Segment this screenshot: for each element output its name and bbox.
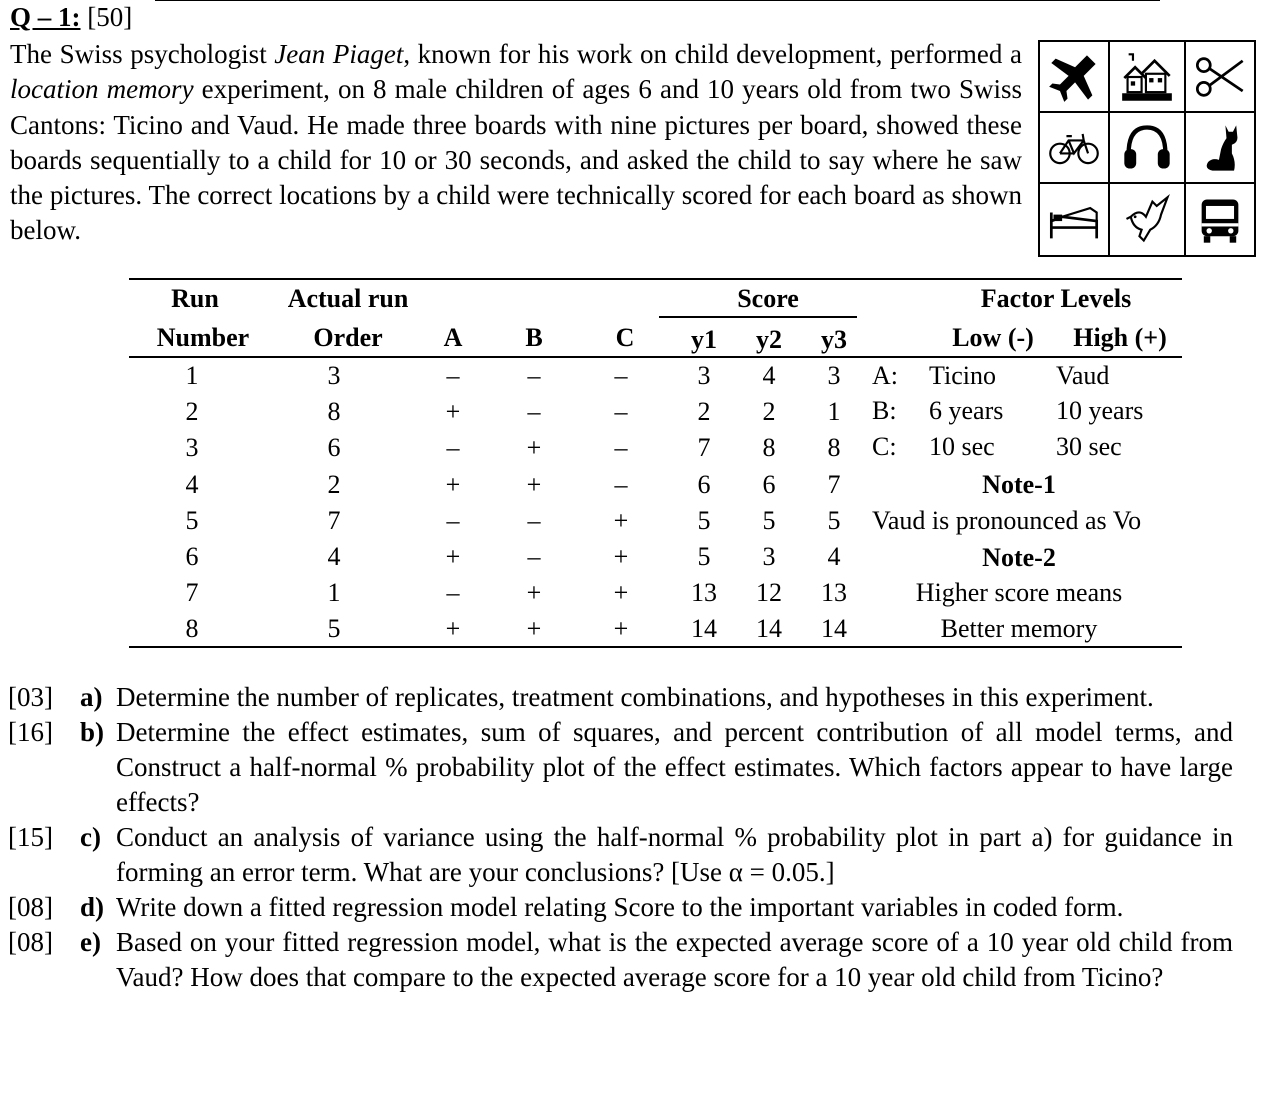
intro-text-2: , known for his work on child development, performed a [403,39,1022,69]
cell-order: 5 [327,614,341,644]
cell-c: – [614,397,628,427]
header-c: C [615,323,635,352]
cell-y1: 3 [697,361,711,390]
cell-y1: 5 [697,505,711,535]
part-e [8,925,1233,995]
question-label: Q – 1: [10,2,81,32]
intro-text-1: The Swiss psychologist [10,39,275,69]
part-points: [08] [8,927,53,957]
cell-run: 5 [185,505,199,535]
intro-paragraph [10,37,1022,249]
header-run: Run [171,284,219,313]
headphones-icon [1110,113,1186,184]
cell-y1: 6 [697,469,711,499]
header-number: Number [156,323,250,352]
top-rule [155,0,1160,1]
cell-y2: 3 [762,542,776,571]
part-b [8,715,1233,820]
cell-c: + [613,542,629,571]
cell-y1: 5 [697,542,711,571]
cat-icon [1186,113,1254,184]
score-header-rule [659,316,857,318]
cell-c: – [614,433,628,463]
part-d [8,890,1233,925]
cell-y1: 7 [697,433,711,463]
factor-low: 10 sec [929,432,995,461]
note2-line2: Better memory [940,614,1098,643]
header-factor-levels: Factor Levels [980,284,1132,313]
header-low: Low (-) [952,323,1034,352]
cell-order: 7 [327,505,341,535]
cell-order: 4 [327,542,341,571]
cell-y3: 4 [827,542,841,571]
cell-y3: 8 [827,433,841,463]
cell-b: + [526,433,542,463]
intro-term: location memory [10,74,194,105]
cell-a: + [445,469,461,499]
cell-y2: 6 [762,469,776,499]
cell-c: + [613,614,629,644]
header-order: Order [313,323,383,352]
cell-y2: 2 [762,397,776,427]
cell-order: 2 [327,469,341,499]
cell-b: – [527,505,541,535]
factor-high: 10 years [1056,396,1144,425]
cell-run: 8 [185,614,199,644]
header-score: Score [737,284,799,313]
table-bottom-rule [129,646,1182,648]
cell-run: 3 [185,433,199,463]
dove-icon [1110,184,1186,255]
header-high: High (+) [1073,323,1167,352]
cell-y3: 13 [821,578,847,608]
part-text: Write down a fitted regression model relating Score to the important variables in coded form. [116,892,1124,922]
cell-a: + [445,397,461,427]
factor-low: Ticino [929,361,996,390]
cell-c: – [614,361,628,390]
cell-a: + [445,542,461,571]
question-points: [50] [87,2,133,32]
part-c [8,820,1233,890]
header-y1: y1 [691,325,717,354]
cell-y3: 14 [821,614,847,644]
cell-order: 1 [327,578,341,608]
part-text: Determine the number of replicates, treatment combinations, and hypotheses in this experiment. [116,682,1154,712]
cell-y2: 4 [762,361,776,390]
part-letter: a) [80,682,103,712]
part-text: Based on your fitted regression model, what is the expected average score of a 10 year old child from Vaud? How does that compare to the expected average score for a 10 year old child from Ticino? [116,927,1233,992]
picture-board [1038,40,1256,257]
factor-high: Vaud [1056,361,1110,390]
cell-b: – [527,361,541,390]
cell-order: 8 [327,397,341,427]
airplane-icon [1040,42,1110,113]
factor-name: A: [872,361,898,390]
note1-text: Vaud is pronounced as Vo [872,506,1142,535]
note2-line1: Higher score means [915,578,1123,607]
factor-name: B: [872,396,897,425]
factor-low: 6 years [929,396,1004,425]
table-top-rule [129,278,1182,280]
header-actual-run: Actual run [287,284,409,313]
cell-run: 1 [185,361,199,390]
bicycle-icon [1040,113,1110,184]
factor-high: 30 sec [1056,432,1122,461]
cell-order: 6 [327,433,341,463]
cell-b: + [526,578,542,608]
cell-y2: 14 [756,614,782,644]
intro-text-3: experiment, on 8 male children of ages 6 and 10 years old from two Swiss Cantons: Ticino and Vaud. He made three boards with nine pictures per board, showed these boards sequentially to a child for 10 or 30 seconds, and asked the child to say where he saw the pictures. The correct locations by a child were technically scored for each board as shown below. [10,74,1023,246]
part-points: [15] [8,822,53,852]
cell-c: – [614,469,628,499]
cell-y2: 5 [762,505,776,535]
part-letter: b) [80,717,105,747]
cell-y1: 2 [697,397,711,427]
houses-icon [1110,42,1186,113]
cell-run: 2 [185,397,199,427]
cell-a: – [446,433,460,463]
note1-title: Note-1 [982,470,1056,499]
part-text: Determine the effect estimates, sum of squares, and percent contribution of all model terms, and Construct a half-normal % probability plot of the effect estimates. Which factors appear to have large effects? [116,717,1233,817]
question-header [10,2,132,32]
cell-y1: 13 [691,578,717,608]
part-points: [03] [8,682,53,712]
part-points: [08] [8,892,53,922]
header-a: A [443,323,463,352]
cell-y1: 14 [691,614,717,644]
cell-a: – [446,505,460,535]
part-points: [16] [8,717,53,747]
part-text: Conduct an analysis of variance using the half-normal % probability plot in part a) for guidance in forming an error term. What are your conclusions? [Use α = 0.05.] [116,822,1233,887]
intro-name: Jean Piaget [274,39,404,69]
header-y2: y2 [756,325,782,354]
factor-name: C: [872,432,897,461]
cell-y3: 5 [827,505,841,535]
scissors-icon [1186,42,1254,113]
cell-y3: 1 [827,397,841,427]
cell-run: 7 [185,578,199,608]
cell-run: 4 [185,469,199,499]
part-a [8,680,1233,715]
header-y3: y3 [821,325,847,354]
cell-y2: 8 [762,433,776,463]
cell-b: + [526,469,542,499]
cell-run: 6 [185,542,199,571]
bus-icon [1186,184,1254,255]
cell-a: + [445,614,461,644]
cell-c: + [613,505,629,535]
part-letter: e) [80,927,101,957]
bed-icon [1040,184,1110,255]
cell-a: – [446,578,460,608]
question-parts [8,680,1233,995]
cell-b: + [526,614,542,644]
cell-order: 3 [327,361,341,390]
part-letter: d) [80,892,105,922]
table-header-rule [129,356,1182,358]
cell-c: + [613,578,629,608]
note2-title: Note-2 [982,543,1056,572]
cell-b: – [527,397,541,427]
cell-y3: 7 [827,469,841,499]
cell-b: – [527,542,541,571]
header-b: B [525,323,543,352]
cell-y2: 12 [756,578,782,608]
cell-a: – [446,361,460,390]
cell-y3: 3 [827,361,841,390]
part-letter: c) [80,822,101,852]
